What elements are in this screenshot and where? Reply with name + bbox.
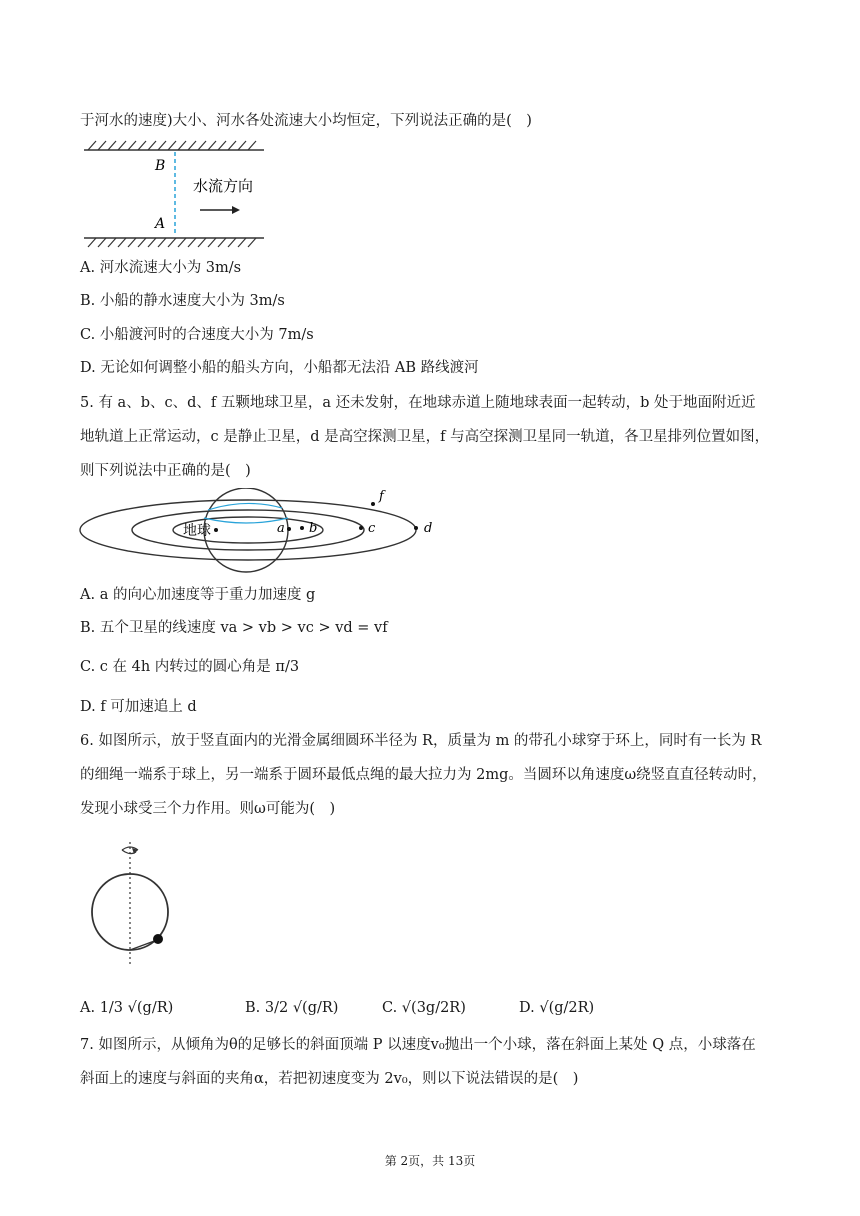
flow-arrow-icon (232, 206, 240, 214)
ball (153, 934, 163, 944)
q4-option-b: B. 小船的静水速度大小为 3m/s (80, 293, 285, 309)
q6-stem-line1: 6. 如图所示，放于竖直面内的光滑金属细圆环半径为 R，质量为 m 的带孔小球穿于环上，同时有一长为 R (80, 733, 762, 749)
page-footer: 第 2页，共 13页 (384, 1154, 476, 1168)
q6-option-a: A. 1/3 √(g/R) (80, 1000, 174, 1016)
satellite-orbit-figure (78, 488, 448, 580)
flow-label: 水流方向 (193, 177, 254, 195)
q6-option-c: C. √(3g/2R) (382, 1000, 466, 1016)
sat-c-label: c (368, 521, 376, 536)
river-figure (80, 138, 270, 250)
sat-d-label: d (424, 521, 433, 536)
q5-stem-line3: 则下列说法中正确的是( ) (80, 463, 251, 479)
q5-option-c: C. c 在 4h 内转过的圆心角是 π/3 (80, 659, 300, 675)
q7-stem-line2: 斜面上的速度与斜面的夹角α，若把初速度变为 2v₀，则以下说法错误的是( ) (80, 1071, 579, 1087)
ring-figure (84, 838, 184, 968)
sat-b-label: b (309, 521, 318, 536)
q6-stem-line2: 的细绳一端系于球上，另一端系于圆环最低点绳的最大拉力为 2mg。当圆环以角速度ω绕竖直直径转动时， (80, 767, 767, 783)
q7-stem-line1: 7. 如图所示，从倾角为θ的足够长的斜面顶端 P 以速度v₀抛出一个小球，落在斜面上某处 Q 点，小球落在 (80, 1037, 756, 1053)
q4-stem-tail: 于河水的速度)大小、河水各处流速大小均恒定，下列说法正确的是( ) (80, 113, 532, 129)
q6-stem-line3: 发现小球受三个力作用。则ω可能为( ) (80, 801, 336, 817)
q5-option-b: B. 五个卫星的线速度 va > vb > vc > vd = vf (80, 620, 388, 636)
q4-option-d: D. 无论如何调整小船的船头方向，小船都无法沿 AB 路线渡河 (80, 360, 479, 376)
q5-option-a: A. a 的向心加速度等于重力加速度 g (80, 587, 316, 603)
q5-option-d: D. f 可加速追上 d (80, 699, 197, 715)
q6-option-b: B. 3/2 √(g/R) (245, 1000, 339, 1016)
label-a: A (155, 216, 166, 232)
label-b: B (155, 158, 166, 174)
sat-a-label: a (277, 521, 285, 536)
earth-label: 地球 (183, 523, 211, 539)
q4-option-c: C. 小船渡河时的合速度大小为 7m/s (80, 327, 314, 343)
sat-f-label: f (379, 489, 384, 504)
q5-stem-line1: 5. 有 a、b、c、d、f 五颗地球卫星，a 还未发射，在地球赤道上随地球表面一起转动，b 处于地面附近近 (80, 395, 756, 411)
q6-option-d: D. √(g/2R) (519, 1000, 595, 1016)
q4-option-a: A. 河水流速大小为 3m/s (80, 260, 242, 276)
q5-stem-line2: 地轨道上正常运动，c 是静止卫星，d 是高空探测卫星，f 与高空探测卫星同一轨道，各卫星排列位置如图， (80, 429, 770, 445)
